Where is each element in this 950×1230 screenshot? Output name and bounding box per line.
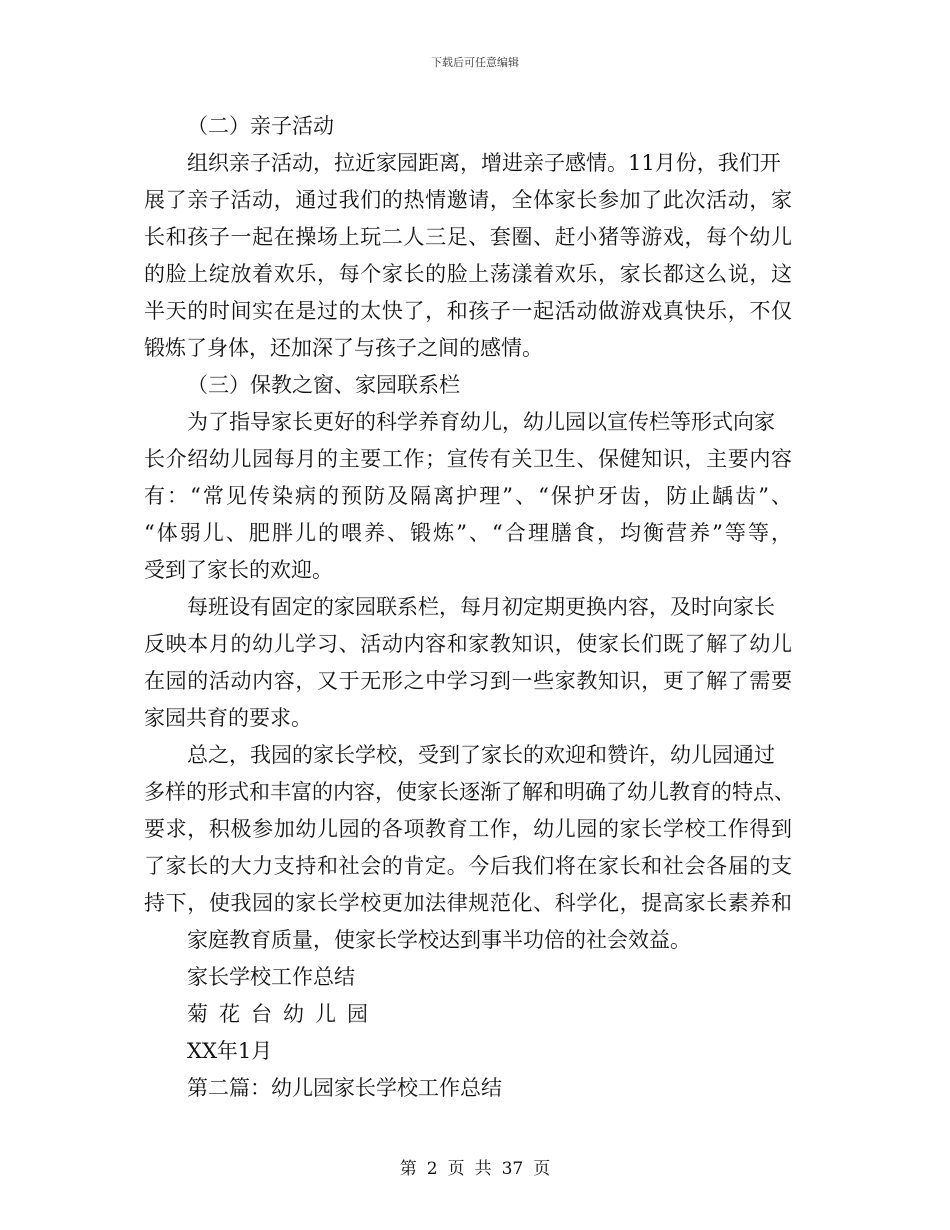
page-footer (0, 1154, 950, 1179)
paragraph-line: 反映本月的幼儿学习、活动内容和家教知识，使家长们既了解了幼儿 (144, 632, 792, 656)
paragraph-line: 为了指导家长更好的科学养育幼儿，幼儿园以宣传栏等形式向家 (187, 410, 775, 434)
section-heading: （三）保教之窗、家园联系栏 (187, 373, 460, 397)
next-chapter-heading: 第二篇：幼儿园家长学校工作总结 (187, 1076, 502, 1100)
paragraph-line: 家园共育的要求。 (144, 706, 312, 730)
paragraph-line: 锻炼了身体，还加深了与孩子之间的感情。 (144, 336, 543, 360)
paragraph-line: 展了亲子活动，通过我们的热情邀请，全体家长参加了此次活动，家 (144, 188, 792, 212)
paragraph-line: 长介绍幼儿园每月的主要工作；宣传有关卫生、保健知识，主要内容 (144, 447, 792, 471)
page-number: 2 (426, 1159, 438, 1179)
paragraph-line: 每班设有固定的家园联系栏，每月初定期更换内容，及时向家长 (187, 595, 775, 619)
signature-organization: 菊花台幼儿园 (187, 1002, 379, 1026)
paragraph-line: 组织亲子活动，拉近家园距离，增进亲子感情。11月份，我们开 (187, 151, 781, 175)
paragraph-line: “体弱儿、肥胖儿的喂养、锻炼”、“合理膳食，均衡营养”等等， (144, 521, 792, 545)
signature-title: 家长学校工作总结 (187, 965, 355, 989)
paragraph-line: 多样的形式和丰富的内容，使家长逐渐了解和明确了幼儿教育的特点、 (144, 780, 795, 804)
paragraph-line: 要求，积极参加幼儿园的各项教育工作，幼儿园的家长学校工作得到 (144, 817, 792, 841)
section-heading: （二）亲子活动 (187, 114, 334, 138)
footer-total-label: 共 (474, 1159, 492, 1179)
paragraph-line: 受到了家长的欢迎。 (144, 558, 333, 582)
paragraph-line: 了家长的大力支持和社会的肯定。今后我们将在家长和社会各届的支 (144, 854, 792, 878)
total-pages: 37 (501, 1159, 524, 1179)
paragraph-line: 半天的时间实在是过的太快了，和孩子一起活动做游戏真快乐，不仅 (144, 299, 792, 323)
footer-suffix: 页 (533, 1159, 551, 1179)
signature-date: XX年1月 (187, 1039, 273, 1063)
page-header: 下载后可任意编辑 (431, 56, 519, 69)
paragraph-line: 家庭教育质量，使家长学校达到事半功倍的社会效益。 (187, 928, 691, 952)
paragraph-line: 长和孩子一起在操场上玩二人三足、套圈、赶小猪等游戏，每个幼儿 (144, 225, 792, 249)
footer-mid: 页 (447, 1159, 465, 1179)
paragraph-line: 持下，使我园的家长学校更加法律规范化、科学化，提高家长素养和 (144, 891, 792, 915)
paragraph-line: 的脸上绽放着欢乐，每个家长的脸上荡漾着欢乐，家长都这么说，这 (144, 262, 792, 286)
paragraph-line: 总之，我园的家长学校，受到了家长的欢迎和赞许，幼儿园通过 (187, 743, 775, 767)
footer-prefix: 第 (399, 1159, 417, 1179)
paragraph-line: 有：“常见传染病的预防及隔离护理”、“保护牙齿，防止龋齿”、 (144, 484, 792, 508)
paragraph-line: 在园的活动内容，又于无形之中学习到一些家教知识，更了解了需要 (144, 669, 792, 693)
